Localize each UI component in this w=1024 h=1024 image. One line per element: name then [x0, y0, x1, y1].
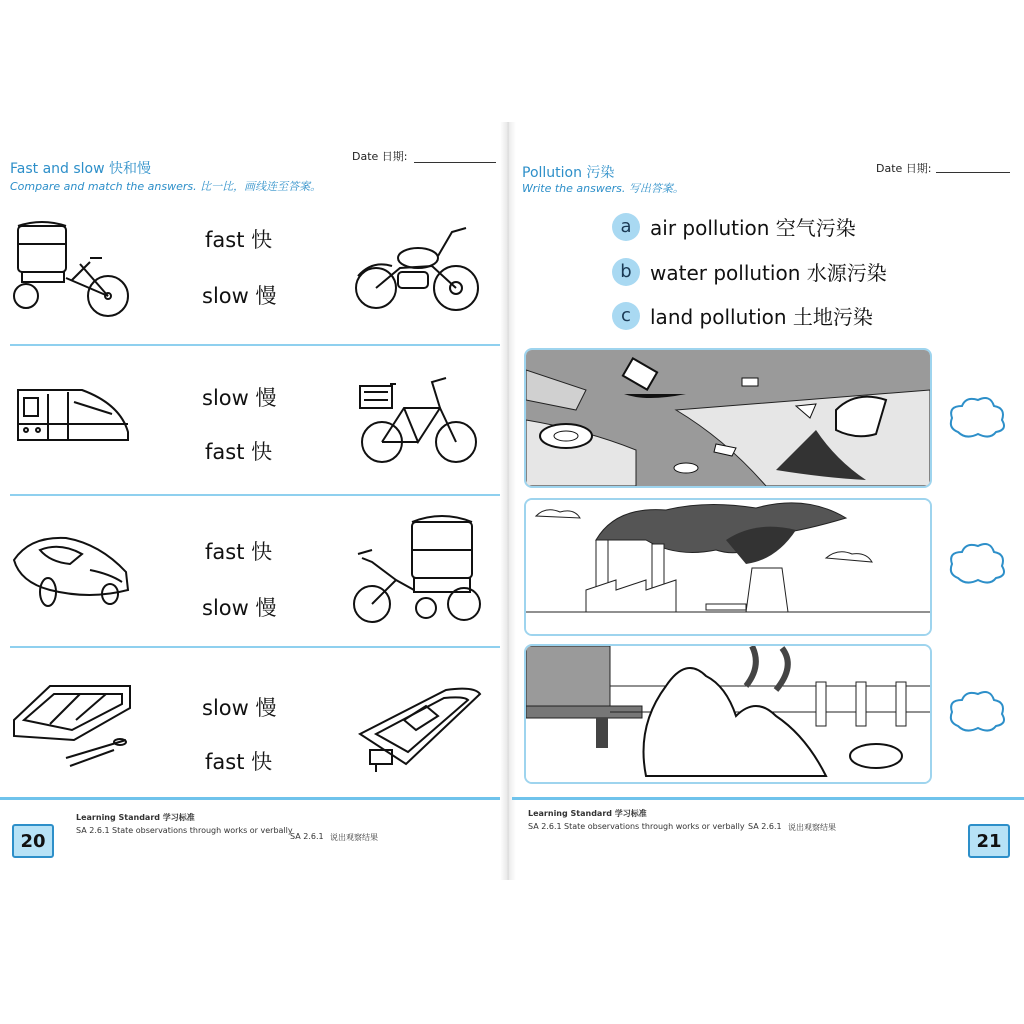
word-row4-top: slow 慢: [202, 696, 277, 720]
left-page-title: Fast and slow 快和慢: [10, 161, 152, 177]
word-row1-top: fast 快: [205, 228, 273, 252]
standard-code-zh: SA 2.6.1: [748, 822, 782, 831]
word-row2-bottom: fast 快: [205, 440, 273, 464]
word-row3-top: fast 快: [205, 540, 273, 564]
word-row1-bottom: slow 慢: [202, 284, 277, 308]
answer-cloud[interactable]: [946, 688, 1008, 734]
option-text: water pollution 水源污染: [650, 261, 887, 285]
standard-code: SA 2.6.1: [528, 822, 562, 831]
left-page-instructions: Compare and match the answers. 比一比，画线连至答案。: [10, 180, 322, 193]
option-text: air pollution 空气污染: [650, 216, 856, 240]
water-pollution-scene: [524, 348, 932, 488]
standard-text-zh: 说出观察结果: [788, 823, 836, 832]
standard-text: State observations through works or verbally: [564, 822, 745, 831]
bicycle-icon: [356, 372, 482, 468]
rowboat-icon: [10, 680, 134, 772]
page-number: 20: [12, 824, 54, 858]
option-letter: c: [612, 302, 640, 330]
standard-code-zh: SA 2.6.1: [290, 832, 324, 841]
word-row2-top: slow 慢: [202, 386, 277, 410]
sports-car-icon: [10, 530, 134, 614]
land-pollution-scene: [524, 644, 932, 784]
answer-cloud[interactable]: [946, 394, 1008, 440]
footer-line: [0, 797, 500, 800]
option-a: [612, 212, 856, 241]
left-date-line[interactable]: [414, 162, 496, 163]
learning-standard-label: Learning Standard 学习标准: [528, 809, 647, 818]
learning-standard-label: Learning Standard 学习标准: [76, 813, 195, 822]
row-separator: [10, 646, 500, 648]
option-text: land pollution 土地污染: [650, 305, 873, 329]
trishaw-icon: [10, 218, 132, 328]
row-separator: [10, 344, 500, 346]
speedboat-icon: [356, 684, 484, 774]
answer-cloud[interactable]: [946, 540, 1008, 586]
right-date-label: Date 日期:: [876, 162, 932, 175]
word-row4-bottom: fast 快: [205, 750, 273, 774]
trishaw-icon: [352, 510, 482, 634]
left-date-label: Date 日期:: [352, 150, 408, 163]
footer-line: [512, 797, 1024, 800]
word-row3-bottom: slow 慢: [202, 596, 277, 620]
right-page-instructions: Write the answers. 写出答案。: [522, 182, 684, 195]
book-gutter: [500, 122, 516, 880]
option-c: [612, 301, 873, 330]
row-separator: [10, 494, 500, 496]
option-letter: a: [612, 213, 640, 241]
motorcycle-icon: [352, 216, 484, 322]
right-page-title: Pollution 污染: [522, 165, 615, 181]
right-date-line[interactable]: [936, 172, 1010, 173]
standard-text: State observations through works or verbally: [112, 826, 293, 835]
option-letter: b: [612, 258, 640, 286]
standard-code: SA 2.6.1: [76, 826, 110, 835]
train-icon: [12, 384, 132, 456]
standard-text-zh: 说出观察结果: [330, 833, 378, 842]
air-pollution-scene: [524, 498, 932, 636]
page-number: 21: [968, 824, 1010, 858]
option-b: [612, 257, 887, 286]
